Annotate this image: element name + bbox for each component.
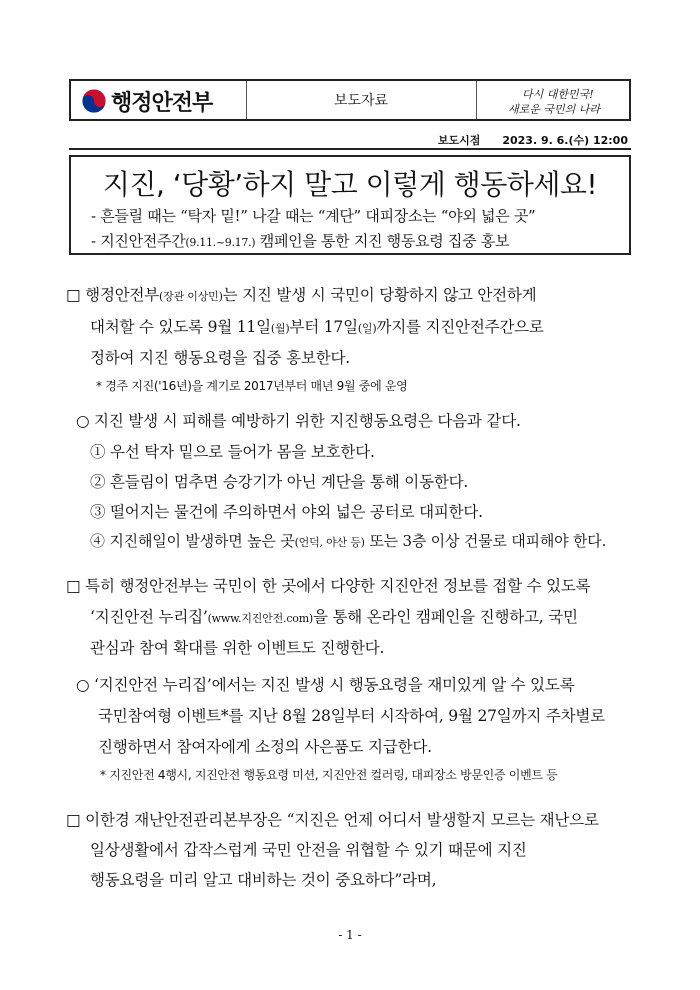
p3-line-2: ‘지진안전 누리집’(www.지진안전.com)을 통해 온라인 캠페인을 진행하고, 국민 <box>90 608 578 626</box>
subtitle-1: - 흔들릴 때는 “탁자 밑!” 나갈 때는 “계단” 대피장소는 “야외 넓은 곳” <box>91 207 536 225</box>
p1-line-1: □ 행정안전부(장관 이상민)는 지진 발생 시 국민이 당황하지 않고 안전하게 <box>66 286 537 304</box>
title-box <box>69 155 631 255</box>
p4-note: * 지진안전 4행시, 지진안전 행동요령 미션, 지진안전 컬러링, 대피장소 방문인증 이벤트 등 <box>100 768 558 782</box>
government-emblem-icon <box>81 88 107 114</box>
subtitle-2-dates: (9.11.~9.17.) <box>185 236 256 249</box>
p3-line-1: □ 특히 행정안전부는 국민이 한 곳에서 다양한 지진안전 정보를 접할 수 있도록 <box>66 577 591 595</box>
header-divider <box>69 148 631 150</box>
p3-line-3: 관심과 참여 확대를 위한 이벤트도 진행한다. <box>90 639 385 657</box>
slogan-calligraphy <box>484 84 624 118</box>
p2-intro: ○ 지진 발생 시 피해를 예방하기 위한 지진행동요령은 다음과 같다. <box>76 412 521 430</box>
p2-item-4: ④ 지진해일이 발생하면 높은 곳(언덕, 야산 등) 또는 3층 이상 건물로 대피해야 한다. <box>90 532 607 550</box>
slogan-line-1: 다시 대한민국! <box>522 88 594 101</box>
subtitle-2-text: - 지진안전주간 <box>91 232 186 250</box>
p1-line-2: 대처할 수 있도록 9월 11일(월)부터 17일(일)까지를 지진안전주간으로 <box>90 318 544 336</box>
p1-line-3: 정하여 지진 행동요령을 집중 홍보한다. <box>90 349 351 367</box>
page-number: - 1 - <box>338 928 362 942</box>
ministry-cell <box>71 81 247 119</box>
slogan-cell <box>476 81 629 119</box>
p5-line-3: 행동요령을 미리 알고 대비하는 것이 중요하다”라며, <box>90 871 437 889</box>
p4-line-1: ○ ‘지진안전 누리집’에서는 지진 발생 시 행동요령을 재미있게 알 수 있도록 <box>76 676 575 694</box>
p2-item-3: ③ 떨어지는 물건에 주의하면서 야외 넓은 공터로 대피한다. <box>90 503 483 521</box>
p4-line-3: 진행하면서 참여자에게 소정의 사은품도 지급한다. <box>98 738 432 756</box>
doc-type: 보도자료 <box>246 81 477 119</box>
p4-line-2: 국민참여형 이벤트*를 지난 8월 28일부터 시작하여, 9월 27일까지 주차별로 <box>98 707 605 725</box>
p1-note: * 경주 지진('16년)을 계기로 2017년부터 매년 9월 중에 운영 <box>96 379 408 393</box>
slogan-line-2: 새로운 국민의 나라 <box>508 103 601 116</box>
p5-line-2: 일상생활에서 갑작스럽게 국민 안전을 위협할 수 있기 때문에 지진 <box>90 841 527 859</box>
release-value: 2023. 9. 6.(수) 12:00 <box>502 134 628 147</box>
subtitle-2 <box>91 230 509 251</box>
release-time <box>438 132 628 148</box>
ministry-name: 행정안전부 <box>111 91 213 116</box>
p2-item-1: ① 우선 탁자 밑으로 들어가 몸을 보호한다. <box>90 443 375 461</box>
p2-item-2: ② 흔들림이 멈추면 승강기가 아닌 계단을 통해 이동한다. <box>90 473 469 491</box>
header-table <box>69 79 631 121</box>
p5-line-1: □ 이한경 재난안전관리본부장은 “지진은 언제 어디서 발생할지 모르는 재난으로 <box>66 811 599 829</box>
release-label: 보도시점 <box>437 134 481 147</box>
page-title: 지진, ‘당황’하지 말고 이렇게 행동하세요! <box>102 168 598 201</box>
subtitle-2-rest: 캠페인을 통한 지진 행동요령 집중 홍보 <box>255 232 510 250</box>
